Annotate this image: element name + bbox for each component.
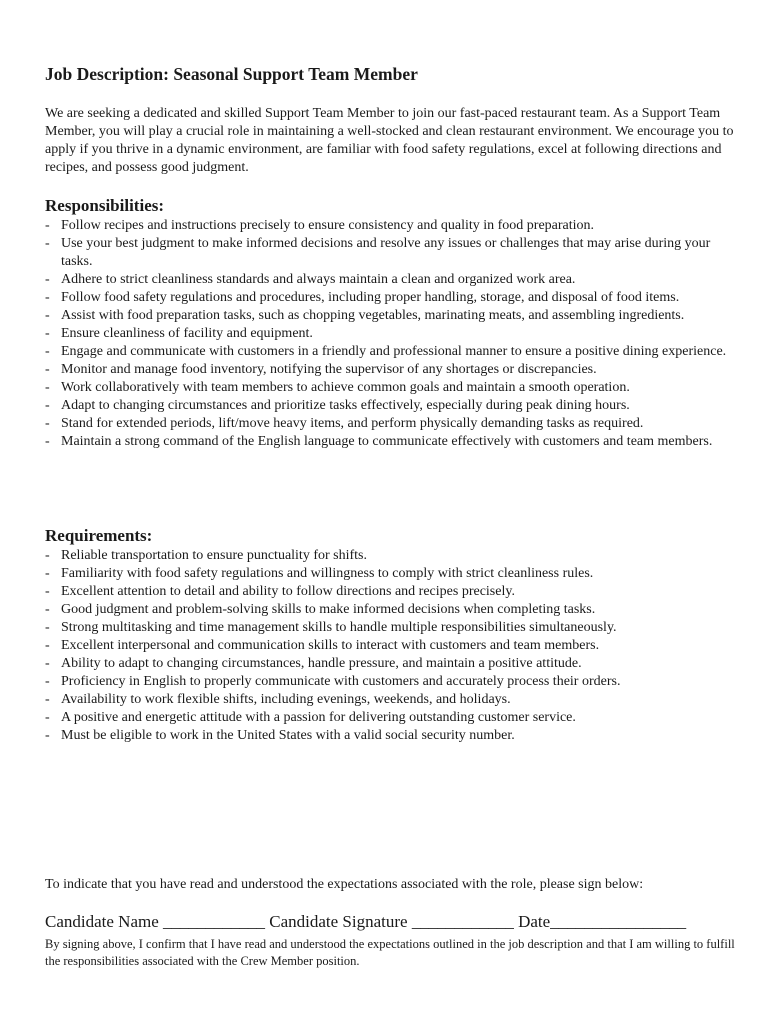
list-item: - A positive and energetic attitude with a passion for delivering outstanding customer service. bbox=[45, 709, 735, 727]
responsibilities-heading: Responsibilities: bbox=[45, 196, 165, 215]
list-item: - Reliable transportation to ensure punctuality for shifts. bbox=[45, 547, 735, 565]
list-item: - Familiarity with food safety regulations and willingness to comply with strict cleanliness rules. bbox=[45, 565, 735, 583]
list-item: - Stand for extended periods, lift/move heavy items, and perform physically demanding tasks as required. bbox=[45, 415, 735, 433]
list-item: - Use your best judgment to make informed decisions and resolve any issues or challenges that may arise during your tasks. bbox=[45, 235, 735, 271]
list-item: - Assist with food preparation tasks, such as chopping vegetables, marinating meats, and assembling ingredients. bbox=[45, 307, 735, 325]
intro-paragraph: We are seeking a dedicated and skilled Support Team Member to join our fast-paced restaurant team. As a Support Team Member, you will play a crucial role in maintaining a well-stocked and clean restaurant environment. We encourage you to apply if you thrive in a dynamic environment, are familiar with food safety regulations, excel at following directions and recipes, and possess good judgment. bbox=[45, 106, 734, 175]
document-title: Job Description: Seasonal Support Team Member bbox=[45, 64, 418, 84]
signature-line bbox=[45, 912, 686, 932]
list-item: - Excellent interpersonal and communication skills to interact with customers and team members. bbox=[45, 637, 735, 655]
list-item: - Maintain a strong command of the English language to communicate effectively with customers and team members. bbox=[45, 433, 735, 451]
responsibilities-list bbox=[45, 217, 735, 451]
list-item: - Monitor and manage food inventory, notifying the supervisor of any shortages or discrepancies. bbox=[45, 361, 735, 379]
list-item: - Adhere to strict cleanliness standards and always maintain a clean and organized work area. bbox=[45, 271, 735, 289]
signature-note: By signing above, I confirm that I have read and understood the expectations outlined in the job description and that I am willing to fulfill the responsibilities associated with the Crew Member position. bbox=[45, 937, 735, 968]
candidate-name-field: Candidate Name ____________ bbox=[45, 912, 266, 931]
signature-instructions: To indicate that you have read and understood the expectations associated with the role, please sign below: bbox=[45, 877, 644, 892]
list-item: - Follow recipes and instructions precisely to ensure consistency and quality in food preparation. bbox=[45, 217, 735, 235]
candidate-signature-field: Candidate Signature ____________ bbox=[269, 912, 514, 931]
date-field: Date________________ bbox=[518, 912, 687, 931]
list-item: - Engage and communicate with customers in a friendly and professional manner to ensure a positive dining experience. bbox=[45, 343, 735, 361]
list-item: - Excellent attention to detail and ability to follow directions and recipes precisely. bbox=[45, 583, 735, 601]
list-item: - Work collaboratively with team members to achieve common goals and maintain a smooth operation. bbox=[45, 379, 735, 397]
list-item: - Adapt to changing circumstances and prioritize tasks effectively, especially during peak dining hours. bbox=[45, 397, 735, 415]
list-item: - Follow food safety regulations and procedures, including proper handling, storage, and disposal of food items. bbox=[45, 289, 735, 307]
list-item: - Good judgment and problem-solving skills to make informed decisions when completing tasks. bbox=[45, 601, 735, 619]
list-item: - Ability to adapt to changing circumstances, handle pressure, and maintain a positive attitude. bbox=[45, 655, 735, 673]
list-item: - Availability to work flexible shifts, including evenings, weekends, and holidays. bbox=[45, 691, 735, 709]
list-item: - Strong multitasking and time management skills to handle multiple responsibilities simultaneously. bbox=[45, 619, 735, 637]
list-item: - Proficiency in English to properly communicate with customers and accurately process their orders. bbox=[45, 673, 735, 691]
list-item: - Must be eligible to work in the United States with a valid social security number. bbox=[45, 727, 735, 745]
requirements-heading: Requirements: bbox=[45, 526, 153, 545]
requirements-list bbox=[45, 547, 735, 745]
list-item: - Ensure cleanliness of facility and equipment. bbox=[45, 325, 735, 343]
